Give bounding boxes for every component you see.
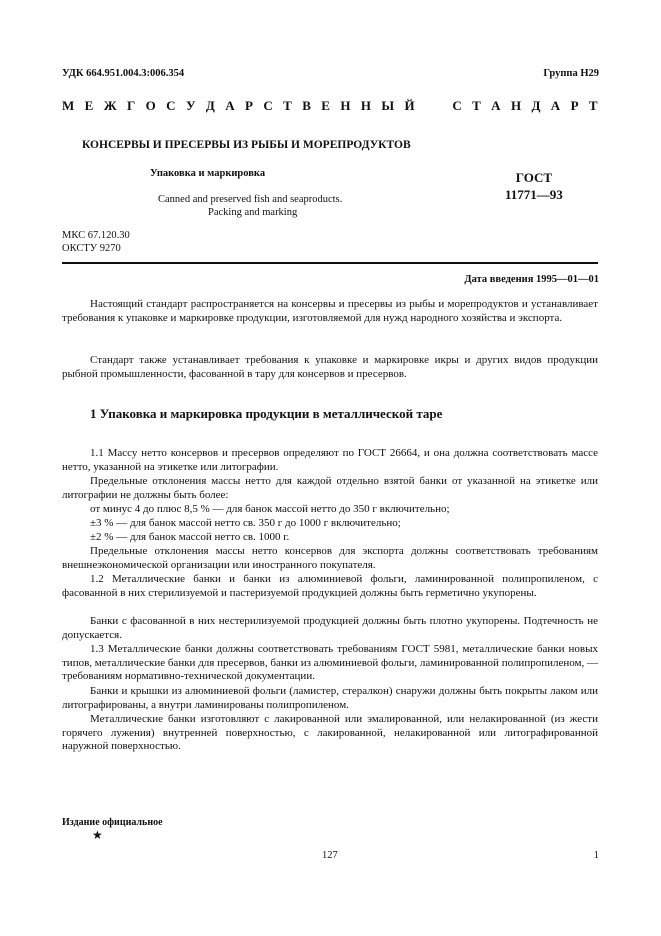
body-paragraph: Банки с фасованной в них нестерилизуемой продукцией должны быть плотно укупорены. Подтечность не допускается. [62,615,598,641]
interstate-letter: Н [360,98,371,113]
interstate-letter: Т [588,98,598,113]
gost-block [505,169,563,203]
page-number: 127 [322,850,338,861]
interstate-letter: Д [205,98,215,113]
interstate-letter: Е [321,98,330,113]
interstate-letter: А [550,98,561,113]
interstate-letter [439,98,442,114]
body-paragraph: 1.2 Металлические банки и банки из алюминиевой фольги, ламинированной полипропиленом, с фасованной в них стерилизуемой и пастеризуемой продукцией должны быть герметично укупорены. [62,573,598,599]
section-heading: 1 Упаковка и маркировка продукции в металлической таре [90,406,443,421]
official-edition-label: Издание официальное [62,817,163,828]
body-paragraph: ±2 % — для банок массой нетто св. 1000 г. [90,531,290,543]
body-paragraph: от минус 4 до плюс 8,5 % — для банок массой нетто до 350 г включительно; [90,503,450,515]
body-paragraph: Предельные отклонения массы нетто консервов для экспорта должны соответствовать требованиям внешнеэкономической организации или иностранного покупателя. [62,545,598,571]
body-paragraph: 1.3 Металлические банки должны соответствовать требованиям ГОСТ 5981, металлические банки новых типов, металлические банки для пресервов, банки из алюминиевой фольги, ламинированной полипропиленом, — требованиям нормативно-технической документации. [62,643,598,683]
interstate-letter: Ж [103,98,117,113]
document-title: КОНСЕРВЫ И ПРЕСЕРВЫ ИЗ РЫБЫ И МОРЕПРОДУКТОВ [82,139,411,151]
header-divider [62,262,598,264]
intro-paragraph: Стандарт также устанавливает требования к упаковке и маркировке икры и других видов продукции рыбной промышленности, фасованной в тару для консервов и пресервов. [62,354,598,380]
interstate-letter: О [145,98,156,113]
interstate-letter: С [166,98,176,113]
intro-date: Дата введения 1995—01—01 [464,274,599,285]
group-code: Группа Н29 [543,68,599,79]
interstate-letter: Н [340,98,351,113]
corner-number: 1 [593,850,599,861]
interstate-letter: У [185,98,196,113]
english-title-line2: Packing and marking [208,207,298,218]
body-paragraph: ±3 % — для банок массой нетто св. 350 г до 1000 г включительно; [90,517,401,529]
body-paragraph: Предельные отклонения массы нетто для каждой отдельно взятой банки от указанной на этикетке или литографии не должны быть более: [62,475,598,501]
gost-number: 11771—93 [505,187,563,202]
udk-code: УДК 664.951.004.3:006.354 [62,68,185,79]
interstate-letter: С [263,98,273,113]
mks-code: МКС 67.120.30 [62,230,130,241]
interstate-standard-heading [62,98,598,114]
classification-codes [62,230,130,255]
interstate-letter: Д [531,98,541,113]
interstate-letter [425,98,428,114]
body-paragraph: Металлические банки изготовляют с лакированной или эмалированной, или нелакированной (из жести горячего лужения) внутренней поверхностью, с лакированной, нелакированной или литографированной наружной поверхностью. [62,713,598,753]
okstu-code: ОКСТУ 9270 [62,242,121,254]
interstate-letter: Г [126,98,136,113]
interstate-letter: М [62,98,75,113]
interstate-letter: Р [570,98,579,113]
interstate-letter: Е [84,98,94,113]
interstate-letter: Ы [381,98,395,113]
interstate-letter: Т [472,98,481,113]
interstate-letter: Й [404,98,415,113]
interstate-letter: Т [283,98,292,113]
interstate-letter: Р [245,98,253,113]
document-subtitle: Упаковка и маркировка [150,168,266,179]
body-paragraph: 1.1 Массу нетто консервов и пресервов определяют по ГОСТ 26664, и она должна соответствовать массе нетто, указанной на этикетке или литографии. [62,447,598,473]
gost-label: ГОСТ [515,170,553,185]
interstate-letter: Н [510,98,522,113]
interstate-letter: С [452,98,462,113]
interstate-letter: А [491,98,501,113]
star-icon: ★ [92,828,103,842]
interstate-letter: А [225,98,235,113]
interstate-letter: В [302,98,311,113]
english-title-line1: Canned and preserved fish and seaproducts. [158,194,343,205]
body-paragraph: Банки и крышки из алюминиевой фольги (ламистер, стералкон) снаружи должны быть покрыты лаком или литографированы, а внутри ламинированы полипропиленом. [62,685,598,711]
intro-paragraph: Настоящий стандарт распространяется на консервы и пресервы из рыбы и морепродуктов и устанавливает требования к упаковке и маркировке продукции, изготовляемой для нужд народного хозяйства и экспорта. [62,298,598,324]
